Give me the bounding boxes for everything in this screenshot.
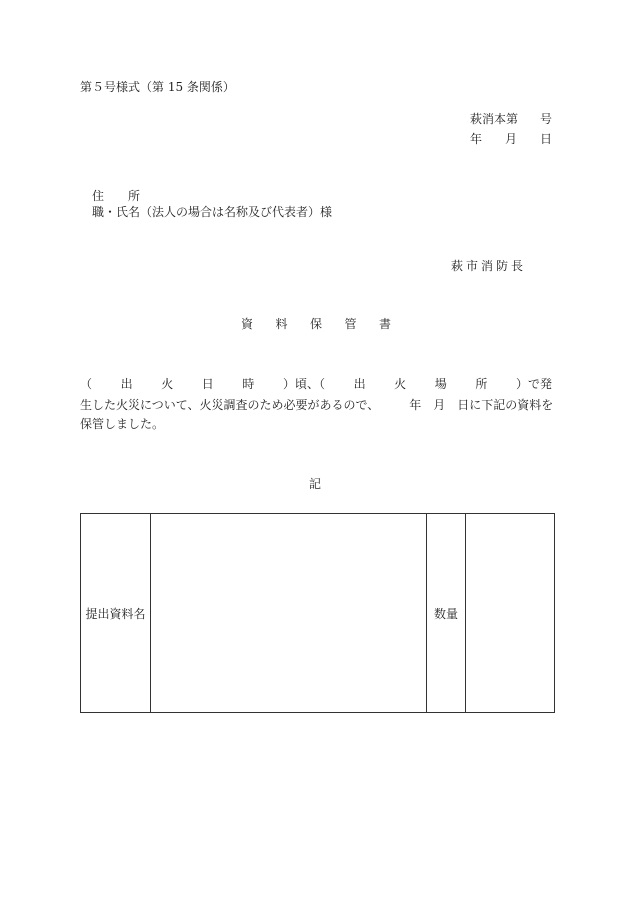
materials-name-cell[interactable] (151, 514, 427, 713)
body-token: （ (80, 377, 93, 391)
document-title (241, 317, 391, 331)
issue-date (470, 132, 552, 146)
body-token: 出 (353, 377, 366, 391)
body-token: 火 (161, 377, 174, 391)
title-char: 保 (309, 317, 322, 331)
name-label: 職・氏名（法人の場合は名称及び代表者）様 (92, 205, 333, 219)
ki-heading: 記 (309, 477, 322, 491)
issuer: 萩市消防長 (451, 259, 527, 273)
quantity-label: 数量 (427, 514, 466, 713)
date-day: 日 (539, 132, 552, 146)
body-token: ）頃、（ (282, 377, 325, 391)
body-token: 所 (475, 377, 488, 391)
body-token: 場 (434, 377, 447, 391)
body-token: 日 (201, 377, 214, 391)
body-line-3: 保管しました。 (80, 417, 165, 431)
document-number (470, 112, 552, 126)
title-char: 書 (378, 317, 391, 331)
address-label: 住 所 (92, 189, 141, 203)
body-line-2: 生した火災について、火災調査のため必要があるので、 年 月 日に下記の資料を (80, 398, 554, 412)
body-line-1 (80, 377, 552, 391)
body-token: ）で発 (515, 377, 552, 391)
document-number-suffix: 号 (539, 112, 552, 126)
date-year: 年 (470, 132, 483, 146)
form-number: 第５号様式（第 15 条関係） (80, 80, 235, 94)
document-number-prefix: 萩消本第 (470, 112, 519, 126)
title-char: 資 (241, 317, 254, 331)
title-char: 料 (275, 317, 288, 331)
body-token: 出 (120, 377, 133, 391)
materials-name-label: 提出資料名 (81, 514, 151, 713)
quantity-cell[interactable] (466, 514, 555, 713)
title-char: 管 (344, 317, 357, 331)
table-row (81, 514, 555, 713)
materials-table (80, 513, 555, 713)
body-token: 時 (242, 377, 255, 391)
body-token: 火 (394, 377, 407, 391)
date-month: 月 (504, 132, 517, 146)
